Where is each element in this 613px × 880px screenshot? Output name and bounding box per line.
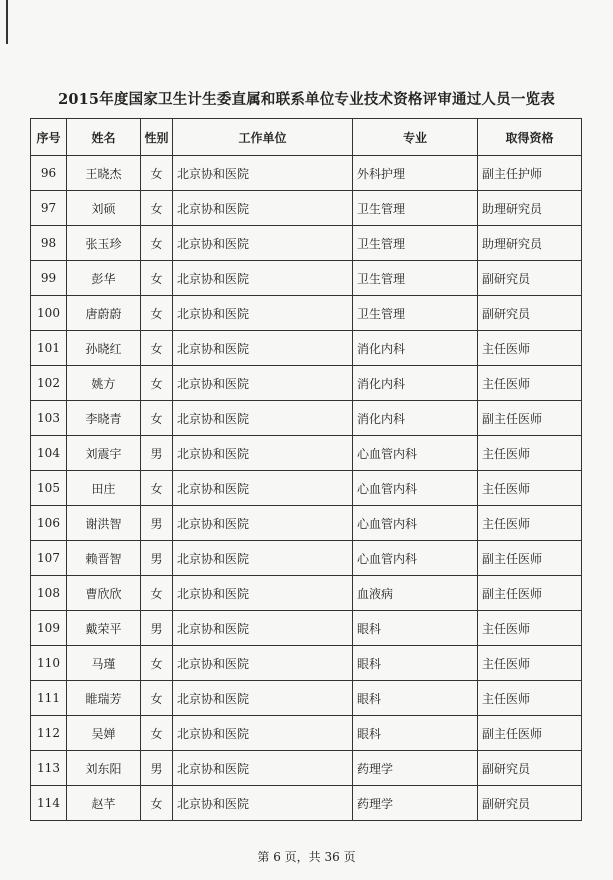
cell-qualification: 副研究员 (478, 261, 582, 296)
cell-specialty: 心血管内科 (353, 436, 478, 471)
cell-qualification: 副主任医师 (478, 541, 582, 576)
cell-serial: 105 (31, 471, 67, 506)
table-row (31, 401, 582, 436)
cell-gender: 女 (141, 366, 173, 401)
cell-name: 彭华 (67, 261, 141, 296)
cell-gender: 女 (141, 331, 173, 366)
cell-serial: 102 (31, 366, 67, 401)
cell-name: 唐蔚蔚 (67, 296, 141, 331)
table-row (31, 296, 582, 331)
cell-qualification: 主任医师 (478, 646, 582, 681)
cell-specialty: 消化内科 (353, 331, 478, 366)
cell-gender: 女 (141, 261, 173, 296)
cell-work-unit: 北京协和医院 (173, 156, 353, 191)
table-row (31, 611, 582, 646)
cell-name: 马瑾 (67, 646, 141, 681)
cell-name: 谢洪智 (67, 506, 141, 541)
cell-name: 赖晋智 (67, 541, 141, 576)
cell-name: 赵芊 (67, 786, 141, 821)
cell-serial: 112 (31, 716, 67, 751)
cell-specialty: 卫生管理 (353, 296, 478, 331)
cell-gender: 女 (141, 681, 173, 716)
table-body (31, 156, 582, 821)
cell-name: 吴婵 (67, 716, 141, 751)
cell-specialty: 消化内科 (353, 366, 478, 401)
cell-specialty: 心血管内科 (353, 471, 478, 506)
table-row (31, 226, 582, 261)
header-name: 姓名 (67, 119, 141, 156)
cell-name: 姚方 (67, 366, 141, 401)
cell-gender: 男 (141, 751, 173, 786)
table-row (31, 331, 582, 366)
cell-name: 孙晓红 (67, 331, 141, 366)
table-row (31, 366, 582, 401)
cell-qualification: 副研究员 (478, 786, 582, 821)
cell-specialty: 卫生管理 (353, 261, 478, 296)
cell-work-unit: 北京协和医院 (173, 331, 353, 366)
scan-edge-mark (6, 0, 8, 44)
cell-name: 刘东阳 (67, 751, 141, 786)
cell-work-unit: 北京协和医院 (173, 471, 353, 506)
cell-name: 刘震宇 (67, 436, 141, 471)
table-row (31, 191, 582, 226)
cell-gender: 女 (141, 296, 173, 331)
cell-qualification: 助理研究员 (478, 226, 582, 261)
page-footer: 第 6 页，共 36 页 (257, 850, 356, 864)
cell-name: 李晓青 (67, 401, 141, 436)
cell-specialty: 心血管内科 (353, 541, 478, 576)
cell-serial: 108 (31, 576, 67, 611)
cell-serial: 97 (31, 191, 67, 226)
table-row (31, 576, 582, 611)
table-row (31, 646, 582, 681)
cell-gender: 男 (141, 541, 173, 576)
table-row (31, 716, 582, 751)
cell-specialty: 卫生管理 (353, 226, 478, 261)
cell-serial: 107 (31, 541, 67, 576)
cell-qualification: 主任医师 (478, 436, 582, 471)
cell-serial: 101 (31, 331, 67, 366)
cell-qualification: 主任医师 (478, 681, 582, 716)
cell-work-unit: 北京协和医院 (173, 191, 353, 226)
cell-gender: 女 (141, 716, 173, 751)
cell-gender: 女 (141, 646, 173, 681)
cell-gender: 女 (141, 226, 173, 261)
cell-specialty: 消化内科 (353, 401, 478, 436)
table-row (31, 436, 582, 471)
header-specialty: 专业 (353, 119, 478, 156)
document-title: 2015年度国家卫生计生委直属和联系单位专业技术资格评审通过人员一览表 (58, 91, 555, 108)
table-row (31, 471, 582, 506)
cell-qualification: 副主任医师 (478, 401, 582, 436)
personnel-table (30, 118, 582, 821)
cell-name: 王晓杰 (67, 156, 141, 191)
cell-serial: 109 (31, 611, 67, 646)
cell-serial: 111 (31, 681, 67, 716)
header-gender: 性别 (141, 119, 173, 156)
cell-serial: 103 (31, 401, 67, 436)
cell-specialty: 卫生管理 (353, 191, 478, 226)
cell-specialty: 药理学 (353, 786, 478, 821)
cell-specialty: 眼科 (353, 681, 478, 716)
cell-work-unit: 北京协和医院 (173, 401, 353, 436)
cell-name: 睢瑞芳 (67, 681, 141, 716)
cell-name: 田庄 (67, 471, 141, 506)
cell-qualification: 副主任医师 (478, 716, 582, 751)
cell-specialty: 心血管内科 (353, 506, 478, 541)
cell-serial: 110 (31, 646, 67, 681)
table-row (31, 261, 582, 296)
cell-qualification: 副主任护师 (478, 156, 582, 191)
cell-work-unit: 北京协和医院 (173, 611, 353, 646)
cell-gender: 女 (141, 401, 173, 436)
cell-work-unit: 北京协和医院 (173, 226, 353, 261)
cell-serial: 99 (31, 261, 67, 296)
cell-gender: 女 (141, 471, 173, 506)
cell-serial: 100 (31, 296, 67, 331)
table-row (31, 751, 582, 786)
cell-gender: 男 (141, 436, 173, 471)
cell-name: 曹欣欣 (67, 576, 141, 611)
cell-specialty: 眼科 (353, 611, 478, 646)
cell-work-unit: 北京协和医院 (173, 646, 353, 681)
cell-gender: 男 (141, 611, 173, 646)
cell-serial: 98 (31, 226, 67, 261)
cell-serial: 104 (31, 436, 67, 471)
cell-work-unit: 北京协和医院 (173, 366, 353, 401)
header-qualification: 取得资格 (478, 119, 582, 156)
cell-qualification: 副研究员 (478, 296, 582, 331)
cell-specialty: 眼科 (353, 646, 478, 681)
cell-work-unit: 北京协和医院 (173, 751, 353, 786)
cell-work-unit: 北京协和医院 (173, 261, 353, 296)
cell-name: 刘硕 (67, 191, 141, 226)
cell-qualification: 主任医师 (478, 366, 582, 401)
cell-work-unit: 北京协和医院 (173, 296, 353, 331)
cell-gender: 女 (141, 576, 173, 611)
table-row (31, 786, 582, 821)
cell-specialty: 外科护理 (353, 156, 478, 191)
table-row (31, 156, 582, 191)
cell-qualification: 主任医师 (478, 331, 582, 366)
cell-name: 张玉珍 (67, 226, 141, 261)
cell-specialty: 眼科 (353, 716, 478, 751)
cell-qualification: 助理研究员 (478, 191, 582, 226)
cell-serial: 96 (31, 156, 67, 191)
cell-gender: 男 (141, 506, 173, 541)
cell-specialty: 药理学 (353, 751, 478, 786)
cell-serial: 113 (31, 751, 67, 786)
cell-name: 戴荣平 (67, 611, 141, 646)
cell-work-unit: 北京协和医院 (173, 681, 353, 716)
cell-qualification: 主任医师 (478, 471, 582, 506)
table-row (31, 681, 582, 716)
table-row (31, 506, 582, 541)
cell-qualification: 主任医师 (478, 506, 582, 541)
cell-work-unit: 北京协和医院 (173, 506, 353, 541)
cell-qualification: 副主任医师 (478, 576, 582, 611)
cell-qualification: 副研究员 (478, 751, 582, 786)
cell-serial: 106 (31, 506, 67, 541)
cell-work-unit: 北京协和医院 (173, 576, 353, 611)
cell-work-unit: 北京协和医院 (173, 541, 353, 576)
header-serial: 序号 (31, 119, 67, 156)
cell-serial: 114 (31, 786, 67, 821)
cell-work-unit: 北京协和医院 (173, 436, 353, 471)
table-header-row (31, 119, 582, 156)
table-row (31, 541, 582, 576)
cell-gender: 女 (141, 191, 173, 226)
cell-work-unit: 北京协和医院 (173, 716, 353, 751)
cell-gender: 女 (141, 156, 173, 191)
cell-gender: 女 (141, 786, 173, 821)
header-work-unit: 工作单位 (173, 119, 353, 156)
cell-specialty: 血液病 (353, 576, 478, 611)
cell-work-unit: 北京协和医院 (173, 786, 353, 821)
cell-qualification: 主任医师 (478, 611, 582, 646)
